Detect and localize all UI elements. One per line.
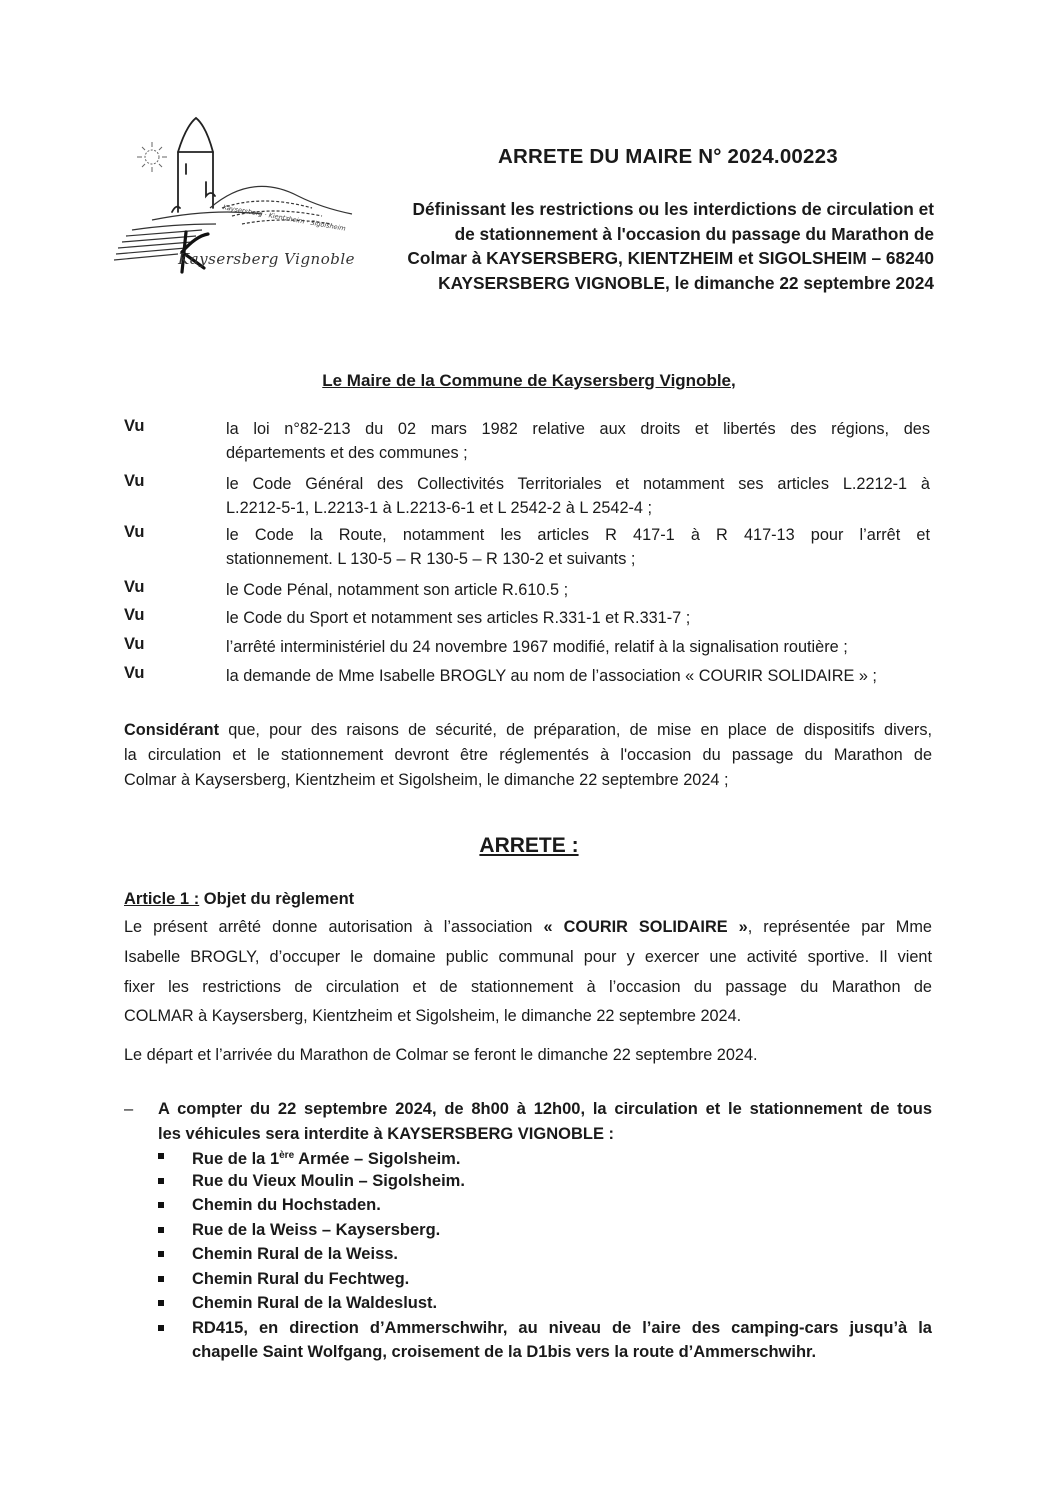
street-text: Chemin Rural du Fechtweg.	[192, 1269, 410, 1288]
association-name: « COURIR SOLIDAIRE »	[543, 918, 748, 936]
document-title: ARRETE DU MAIRE N° 2024.00223	[498, 145, 838, 168]
sun-icon	[137, 142, 167, 172]
article-line: Isabelle BROGLY, d’occuper le domaine public communal pour y exercer une activité sportive. Il vient	[124, 947, 932, 966]
vu-text: le Code Pénal, notamment son article R.610.5 ;	[226, 581, 569, 599]
article-1-body	[124, 913, 932, 1032]
subtitle-line: Définissant les restrictions ou les interdictions de circulation et	[412, 199, 934, 219]
street-text: Chemin Rural de la Waldeslust.	[192, 1294, 438, 1312]
vu-label: Vu	[124, 664, 145, 682]
article-text: Le présent arrêté donne autorisation à l’association	[124, 918, 544, 936]
tower-icon	[172, 118, 215, 212]
vu-label: Vu	[124, 472, 145, 490]
arrete-heading: ARRETE :	[479, 834, 579, 857]
vu-label: Vu	[124, 635, 145, 653]
street-item	[158, 1193, 932, 1218]
street-text: Chemin Rural de la Weiss.	[192, 1245, 399, 1263]
mayor-heading: Le Maire de la Commune de Kaysersberg Vignoble,	[322, 371, 736, 390]
article-number: Article 1 :	[124, 890, 200, 908]
street-item	[158, 1316, 932, 1365]
vu-line: la loi n°82-213 du 02 mars 1982 relative aux droits et libertés des régions, des	[226, 420, 930, 438]
street-item	[158, 1218, 932, 1243]
bullet-icon	[158, 1227, 164, 1233]
street-text: Armée – Sigolsheim.	[294, 1150, 461, 1168]
street-text: Rue du Vieux Moulin – Sigolsheim.	[192, 1171, 465, 1190]
vu-line: le Code Général des Collectivités Territoriales et notamment ses articles L.2212-1 à	[226, 475, 930, 493]
street-text: RD415, en direction d’Ammerschwihr, au niveau de l’aire des camping-cars jusqu’à la	[192, 1318, 932, 1337]
bullet-icon	[158, 1178, 164, 1184]
bullet-icon	[158, 1276, 164, 1282]
street-list	[158, 1144, 932, 1365]
considerant-keyword: Considérant	[124, 721, 219, 739]
vu-label: Vu	[124, 417, 145, 435]
superscript: ère	[279, 1150, 295, 1161]
article-1-title	[124, 890, 354, 909]
restriction-line: les véhicules sera interdite à KAYSERSBERG VIGNOBLE :	[158, 1124, 615, 1143]
document-subtitle	[368, 197, 934, 295]
vu-line: stationnement. L 130-5 – R 130-5 – R 130-2 et suivants ;	[226, 550, 636, 568]
bullet-icon	[158, 1202, 164, 1208]
bullet-icon	[158, 1300, 164, 1306]
bullet-icon	[158, 1325, 164, 1331]
considerant-line: Colmar à Kaysersberg, Kientzheim et Sigolsheim, le dimanche 22 septembre 2024 ;	[124, 770, 729, 789]
vu-label: Vu	[124, 523, 145, 541]
logo-villages-text: Kaysersberg · Kientzheim · Sigolsheim	[222, 203, 347, 233]
vu-text	[226, 417, 930, 465]
vu-line: départements et des communes ;	[226, 444, 468, 462]
street-text: chapelle Saint Wolfgang, croisement de la D1bis vers la route d’Ammerschwihr.	[192, 1343, 817, 1361]
considerant-line: la circulation et le stationnement devront être réglementés à l'occasion du passage du Marathon de	[124, 745, 932, 764]
street-item	[158, 1267, 932, 1292]
bullet-icon	[158, 1251, 164, 1257]
vu-text	[226, 523, 930, 571]
vu-text: le Code du Sport et notamment ses articles R.331-1 et R.331-7 ;	[226, 609, 691, 627]
subtitle-line: de stationnement à l'occasion du passage du Marathon de	[454, 223, 934, 244]
logo-wordmark: Kaysersberg Vignoble	[178, 250, 356, 268]
considerant-line	[124, 718, 932, 743]
restriction-line: A compter du 22 septembre 2024, de 8h00 à 12h00, la circulation et le stationnement de tous	[158, 1100, 932, 1118]
street-item	[158, 1169, 932, 1194]
street-item	[158, 1144, 932, 1169]
street-text: Rue de la 1	[192, 1150, 280, 1168]
considerant-paragraph	[124, 718, 932, 792]
article-line: COLMAR à Kaysersberg, Kientzheim et Sigolsheim, le dimanche 22 septembre 2024.	[124, 1007, 742, 1026]
vu-text	[226, 472, 930, 520]
article-text: , représentée par Mme	[747, 918, 932, 936]
dash-marker: –	[124, 1100, 134, 1118]
bullet-icon	[158, 1153, 164, 1159]
vu-text: l’arrêté interministériel du 24 novembre 1967 modifié, relatif à la signalisation routière ;	[226, 638, 848, 656]
street-item	[158, 1291, 932, 1316]
subtitle-line: KAYSERSBERG VIGNOBLE, le dimanche 22 septembre 2024	[438, 272, 934, 293]
article-title-text: Objet du règlement	[199, 890, 355, 908]
subtitle-line: Colmar à KAYSERSBERG, KIENTZHEIM et SIGOLSHEIM – 68240	[407, 248, 934, 268]
article-line	[124, 913, 932, 943]
street-item	[158, 1242, 932, 1267]
vu-label: Vu	[124, 578, 145, 596]
depart-paragraph: Le départ et l’arrivée du Marathon de Colmar se feront le dimanche 22 septembre 2024.	[124, 1046, 758, 1064]
restriction-text	[158, 1097, 932, 1146]
vu-text: la demande de Mme Isabelle BROGLY au nom de l’association « COURIR SOLIDAIRE » ;	[226, 667, 877, 685]
article-line: fixer les restrictions de circulation et de stationnement à l’occasion du passage du Marathon de	[124, 977, 932, 996]
vu-label: Vu	[124, 606, 145, 624]
street-text: Chemin du Hochstaden.	[192, 1196, 381, 1214]
street-text: Rue de la Weiss – Kaysersberg.	[192, 1220, 441, 1239]
considerant-text: que, pour des raisons de sécurité, de préparation, de mise en place de dispositifs divers,	[219, 721, 932, 739]
vu-line: le Code la Route, notamment les articles R 417-1 à R 417-13 pour l’arrêt et	[226, 526, 930, 544]
vu-line: L.2212-5-1, L.2213-1 à L.2213-6-1 et L 2542-2 à L 2542-4 ;	[226, 499, 653, 517]
